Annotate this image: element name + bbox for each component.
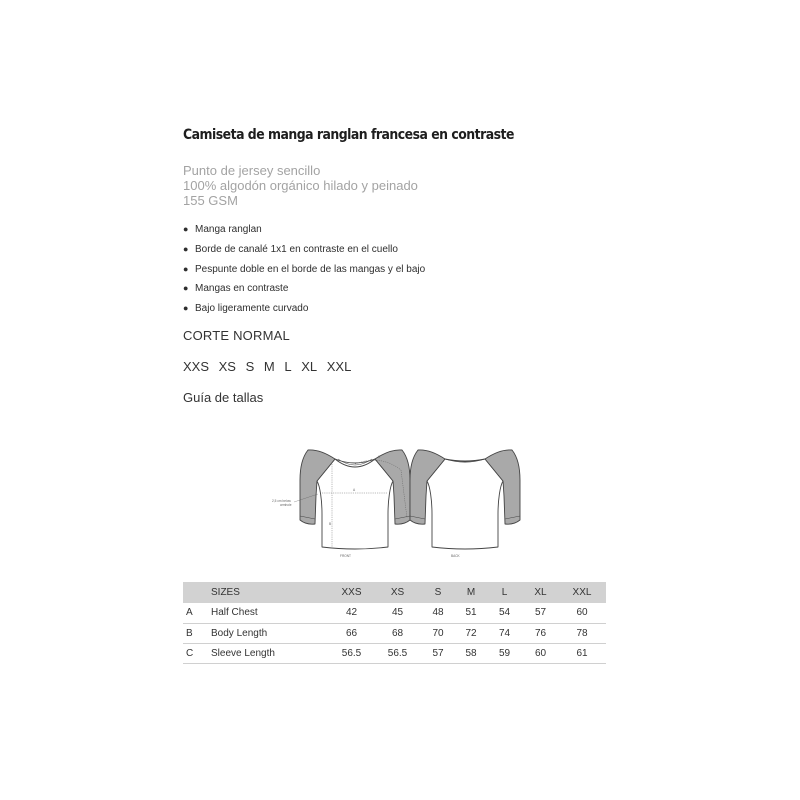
table-header-cell: S [434,587,442,598]
front-garment-illustration [300,450,410,549]
table-header-cell: M [466,587,476,598]
feature-item [183,281,425,301]
feature-item [183,222,425,242]
feature-item [183,262,425,282]
table-cell: 45 [391,607,404,619]
table-cell: 51 [465,607,477,619]
product-title: Camiseta de manga ranglan francesa en contraste [183,127,514,143]
bullet-icon: ● [183,303,189,314]
table-cell: Half Chest [211,607,258,619]
side-note-text: armhole [280,503,292,507]
size-option: XXL [326,359,352,374]
table-cell: 57 [432,647,444,659]
bullet-icon: ● [183,263,189,274]
table-header-cell: XXS [341,587,362,598]
table-cell: 66 [345,627,358,639]
table-cell: 74 [498,627,511,639]
size-table [183,582,606,664]
front-label: FRONT [340,554,351,558]
spec-line: 155 GSM [183,193,238,208]
spec-line: Punto de jersey sencillo [183,163,321,178]
measure-c-label: C [378,455,381,459]
table-cell: 68 [391,627,404,639]
table-cell: Sleeve Length [211,647,275,659]
table-cell: B [186,627,193,639]
fit-label: CORTE NORMAL [183,328,290,343]
back-label: BACK [451,554,460,558]
feature-list [183,222,425,321]
back-garment-illustration [410,450,520,549]
feature-item [183,301,425,321]
size-guide-heading: Guía de tallas [183,390,264,405]
measure-b-label: B [329,522,332,526]
spec-line: 100% algodón orgánico hilado y peinado [183,178,418,193]
table-cell: 57 [534,607,547,619]
table-cell: 56.5 [387,647,408,659]
table-row [183,603,606,623]
table-header-cell: XS [390,587,405,598]
size-option: S [245,359,255,374]
bullet-icon: ● [183,243,189,254]
back-body-shape [427,459,503,549]
table-header-cell [183,582,211,603]
size-option: XS [218,359,236,374]
table-cell: 61 [576,647,588,659]
fabric-specs [183,163,418,208]
table-cell: 58 [465,647,477,659]
feature-text: Bajo ligeramente curvado [195,303,309,315]
table-cell: 60 [576,607,588,619]
table-cell: 76 [534,627,547,639]
table-cell: A [186,607,193,619]
front-body-shape [317,459,393,549]
table-cell: 48 [432,607,444,619]
table-header-cell: XL [534,587,547,598]
table-cell: 70 [432,627,444,639]
size-option: M [263,359,275,374]
table-header-cell: SIZES [211,587,240,598]
table-cell: 56.5 [341,647,362,659]
table-cell: 54 [498,607,511,619]
size-option: L [284,359,292,374]
size-option: XXS [183,359,210,374]
table-cell: 72 [465,627,477,639]
side-note-text: 2,5 cm below [272,499,291,503]
feature-text: Borde de canalé 1x1 en contraste en el cuello [195,243,398,255]
table-cell: C [186,647,194,659]
table-row [183,643,606,663]
feature-text: Pespunte doble en el borde de las mangas y el bajo [195,263,426,275]
table-cell: 42 [345,607,358,619]
garment-diagram [260,430,540,570]
feature-text: Manga ranglan [195,224,262,235]
size-option: XL [301,359,318,374]
measure-a-label: A [353,488,356,492]
bullet-icon: ● [183,283,189,294]
feature-item [183,242,425,262]
table-cell: Body Length [211,627,268,639]
feature-text: Mangas en contraste [195,283,289,295]
table-header-row [183,582,606,603]
table-cell: 59 [498,647,511,659]
table-cell: 78 [576,627,588,639]
table-row [183,623,606,643]
bullet-icon: ● [183,224,189,234]
available-sizes [183,359,357,374]
table-cell: 60 [534,647,547,659]
table-header-cell: L [501,587,508,598]
table-header-cell: XXL [572,587,592,598]
